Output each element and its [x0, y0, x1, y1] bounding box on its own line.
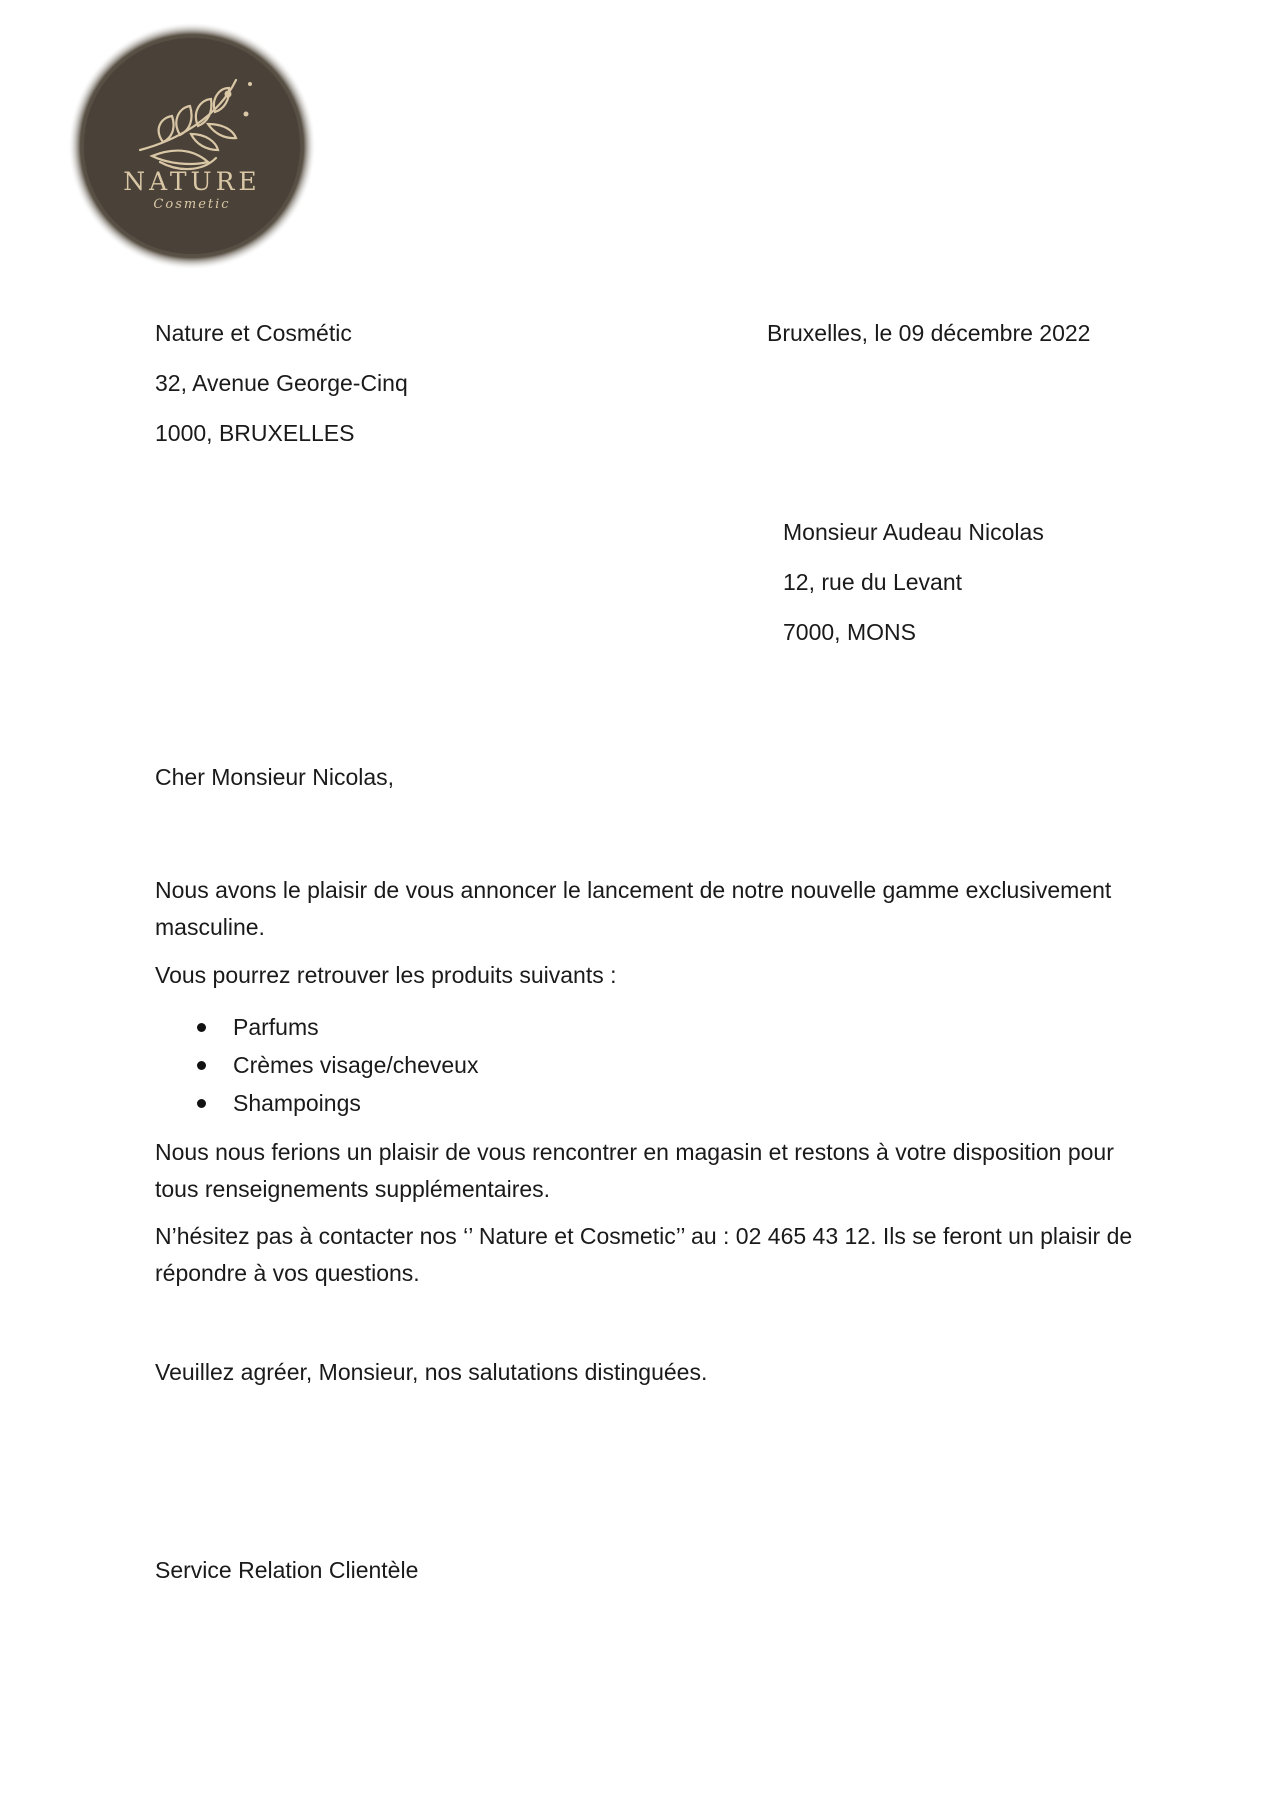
date-line: Bruxelles, le 09 décembre 2022	[767, 320, 1091, 346]
bullet-icon	[197, 1061, 206, 1070]
list-item	[155, 1084, 478, 1122]
product-label: Shampoings	[233, 1090, 361, 1116]
sender-name: Nature et Cosmétic	[155, 320, 352, 346]
products-intro: Vous pourrez retrouver les produits suivants :	[155, 962, 617, 988]
product-label: Parfums	[233, 1014, 319, 1040]
recipient-city: 7000, MONS	[783, 619, 916, 645]
contact-paragraph: N’hésitez pas à contacter nos ‘’ Nature et Cosmetic’’ au : 02 465 43 12. Ils se feront un plaisir de répondre à vos questions.	[155, 1223, 1133, 1286]
olive-berry	[244, 112, 249, 117]
list-item	[155, 1046, 478, 1084]
sender-street: 32, Avenue George-Cinq	[155, 370, 408, 396]
product-list	[155, 1008, 478, 1122]
meeting-paragraph: Nous nous ferions un plaisir de vous rencontrer en magasin et restons à votre disposition pour tous renseignements supplémentaires.	[155, 1139, 1114, 1202]
closing-line: Veuillez agréer, Monsieur, nos salutations distinguées.	[155, 1359, 708, 1385]
logo-tagline: Cosmetic	[153, 197, 231, 212]
logo-brand: NATURE	[123, 167, 261, 196]
intro-paragraph: Nous avons le plaisir de vous annoncer le lancement de notre nouvelle gamme exclusivement masculine.	[155, 877, 1112, 940]
olive-berry	[248, 82, 252, 86]
signature: Service Relation Clientèle	[155, 1557, 419, 1583]
olive-berry	[225, 91, 232, 98]
recipient-street: 12, rue du Levant	[783, 569, 963, 595]
list-item	[155, 1008, 478, 1046]
salutation: Cher Monsieur Nicolas,	[155, 764, 395, 790]
product-label: Crèmes visage/cheveux	[233, 1052, 479, 1078]
bullet-icon	[197, 1023, 206, 1032]
sender-city: 1000, BRUXELLES	[155, 420, 355, 446]
bullet-icon	[197, 1099, 206, 1108]
recipient-name: Monsieur Audeau Nicolas	[783, 519, 1044, 545]
logo-inner-disc	[84, 38, 300, 254]
nature-cosmetic-logo	[68, 22, 316, 270]
